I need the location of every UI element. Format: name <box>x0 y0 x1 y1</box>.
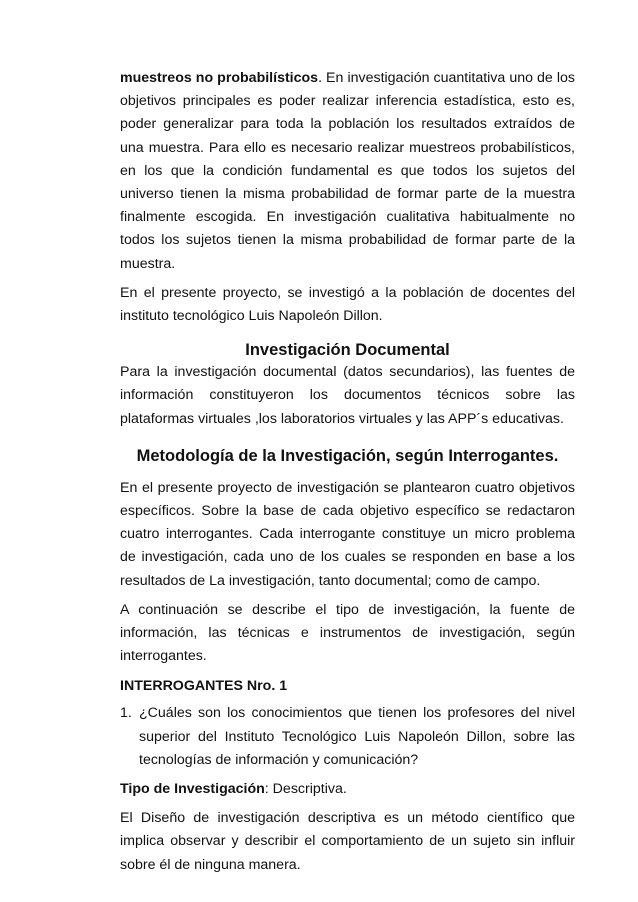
paragraph-text: . En investigación cuantitativa uno de los objetivos principales es poder realizar inferencia estadística, esto es, poder generalizar para toda la población los resultados extraídos de una muestra. Para ello es necesario realizar muestreos probabilísticos, en los que la condición fundamental es que todos los sujetos del universo tienen la misma probabilidad de formar parte de la muestra finalmente escogida. En investigación cualitativa habitualmente no todos los sujetos tienen la misma probabilidad de formar parte de la muestra. <box>120 70 575 272</box>
interrogantes-heading: INTERROGANTES Nro. 1 <box>120 678 288 695</box>
paragraph-continuacion: A continuación se describe el tipo de investigación, la fuente de información, las técnicas e instrumentos de investigación, según interrogantes. <box>120 601 575 665</box>
tipo-label: Tipo de Investigación <box>120 781 265 798</box>
paragraph-poblacion: En el presente proyecto, se investigó a la población de docentes del instituto tecnológico Luis Napoleón Dillon. <box>120 284 575 325</box>
list-number: 1. <box>120 705 132 722</box>
list-item <box>120 702 575 772</box>
section-heading-documental: Investigación Documental <box>245 341 450 360</box>
section-heading-metodologia: Metodología de la Investigación, según Interrogantes. <box>136 446 559 465</box>
paragraph-objetivos: En el presente proyecto de investigación se plantearon cuatro objetivos específicos. Sobre la base de cada objetivo específico se redactaron cuatro interrogantes. Cada interrogante constituye un micro problema de investigación, cada uno de los cuales se responden en base a los resultados de La investigación, tanto documental; como de campo. <box>120 479 575 589</box>
paragraph-diseno: El Diseño de investigación descriptiva es un método científico que implica observar y describir el comportamiento de un sujeto sin influir sobre él de ninguna manera. <box>120 810 575 873</box>
paragraph-documental: Para la investigación documental (datos secundarios), las fuentes de información constituyeron los documentos técnicos sobre las plataformas virtuales ,los laboratorios virtuales y las APP´s educativas. <box>120 364 575 427</box>
paragraph-muestreo <box>120 67 575 276</box>
paragraph-tipo-investigacion <box>120 778 575 801</box>
bold-term: muestreos no probabilísticos <box>120 70 319 86</box>
list-item-text: ¿Cuáles son los conocimientos que tienen los profesores del nivel superior del Instituto Tecnológico Luis Napoleón Dillon, sobre las tecnologías de información y comunicación? <box>139 705 575 768</box>
tipo-value: : Descriptiva. <box>264 781 347 798</box>
